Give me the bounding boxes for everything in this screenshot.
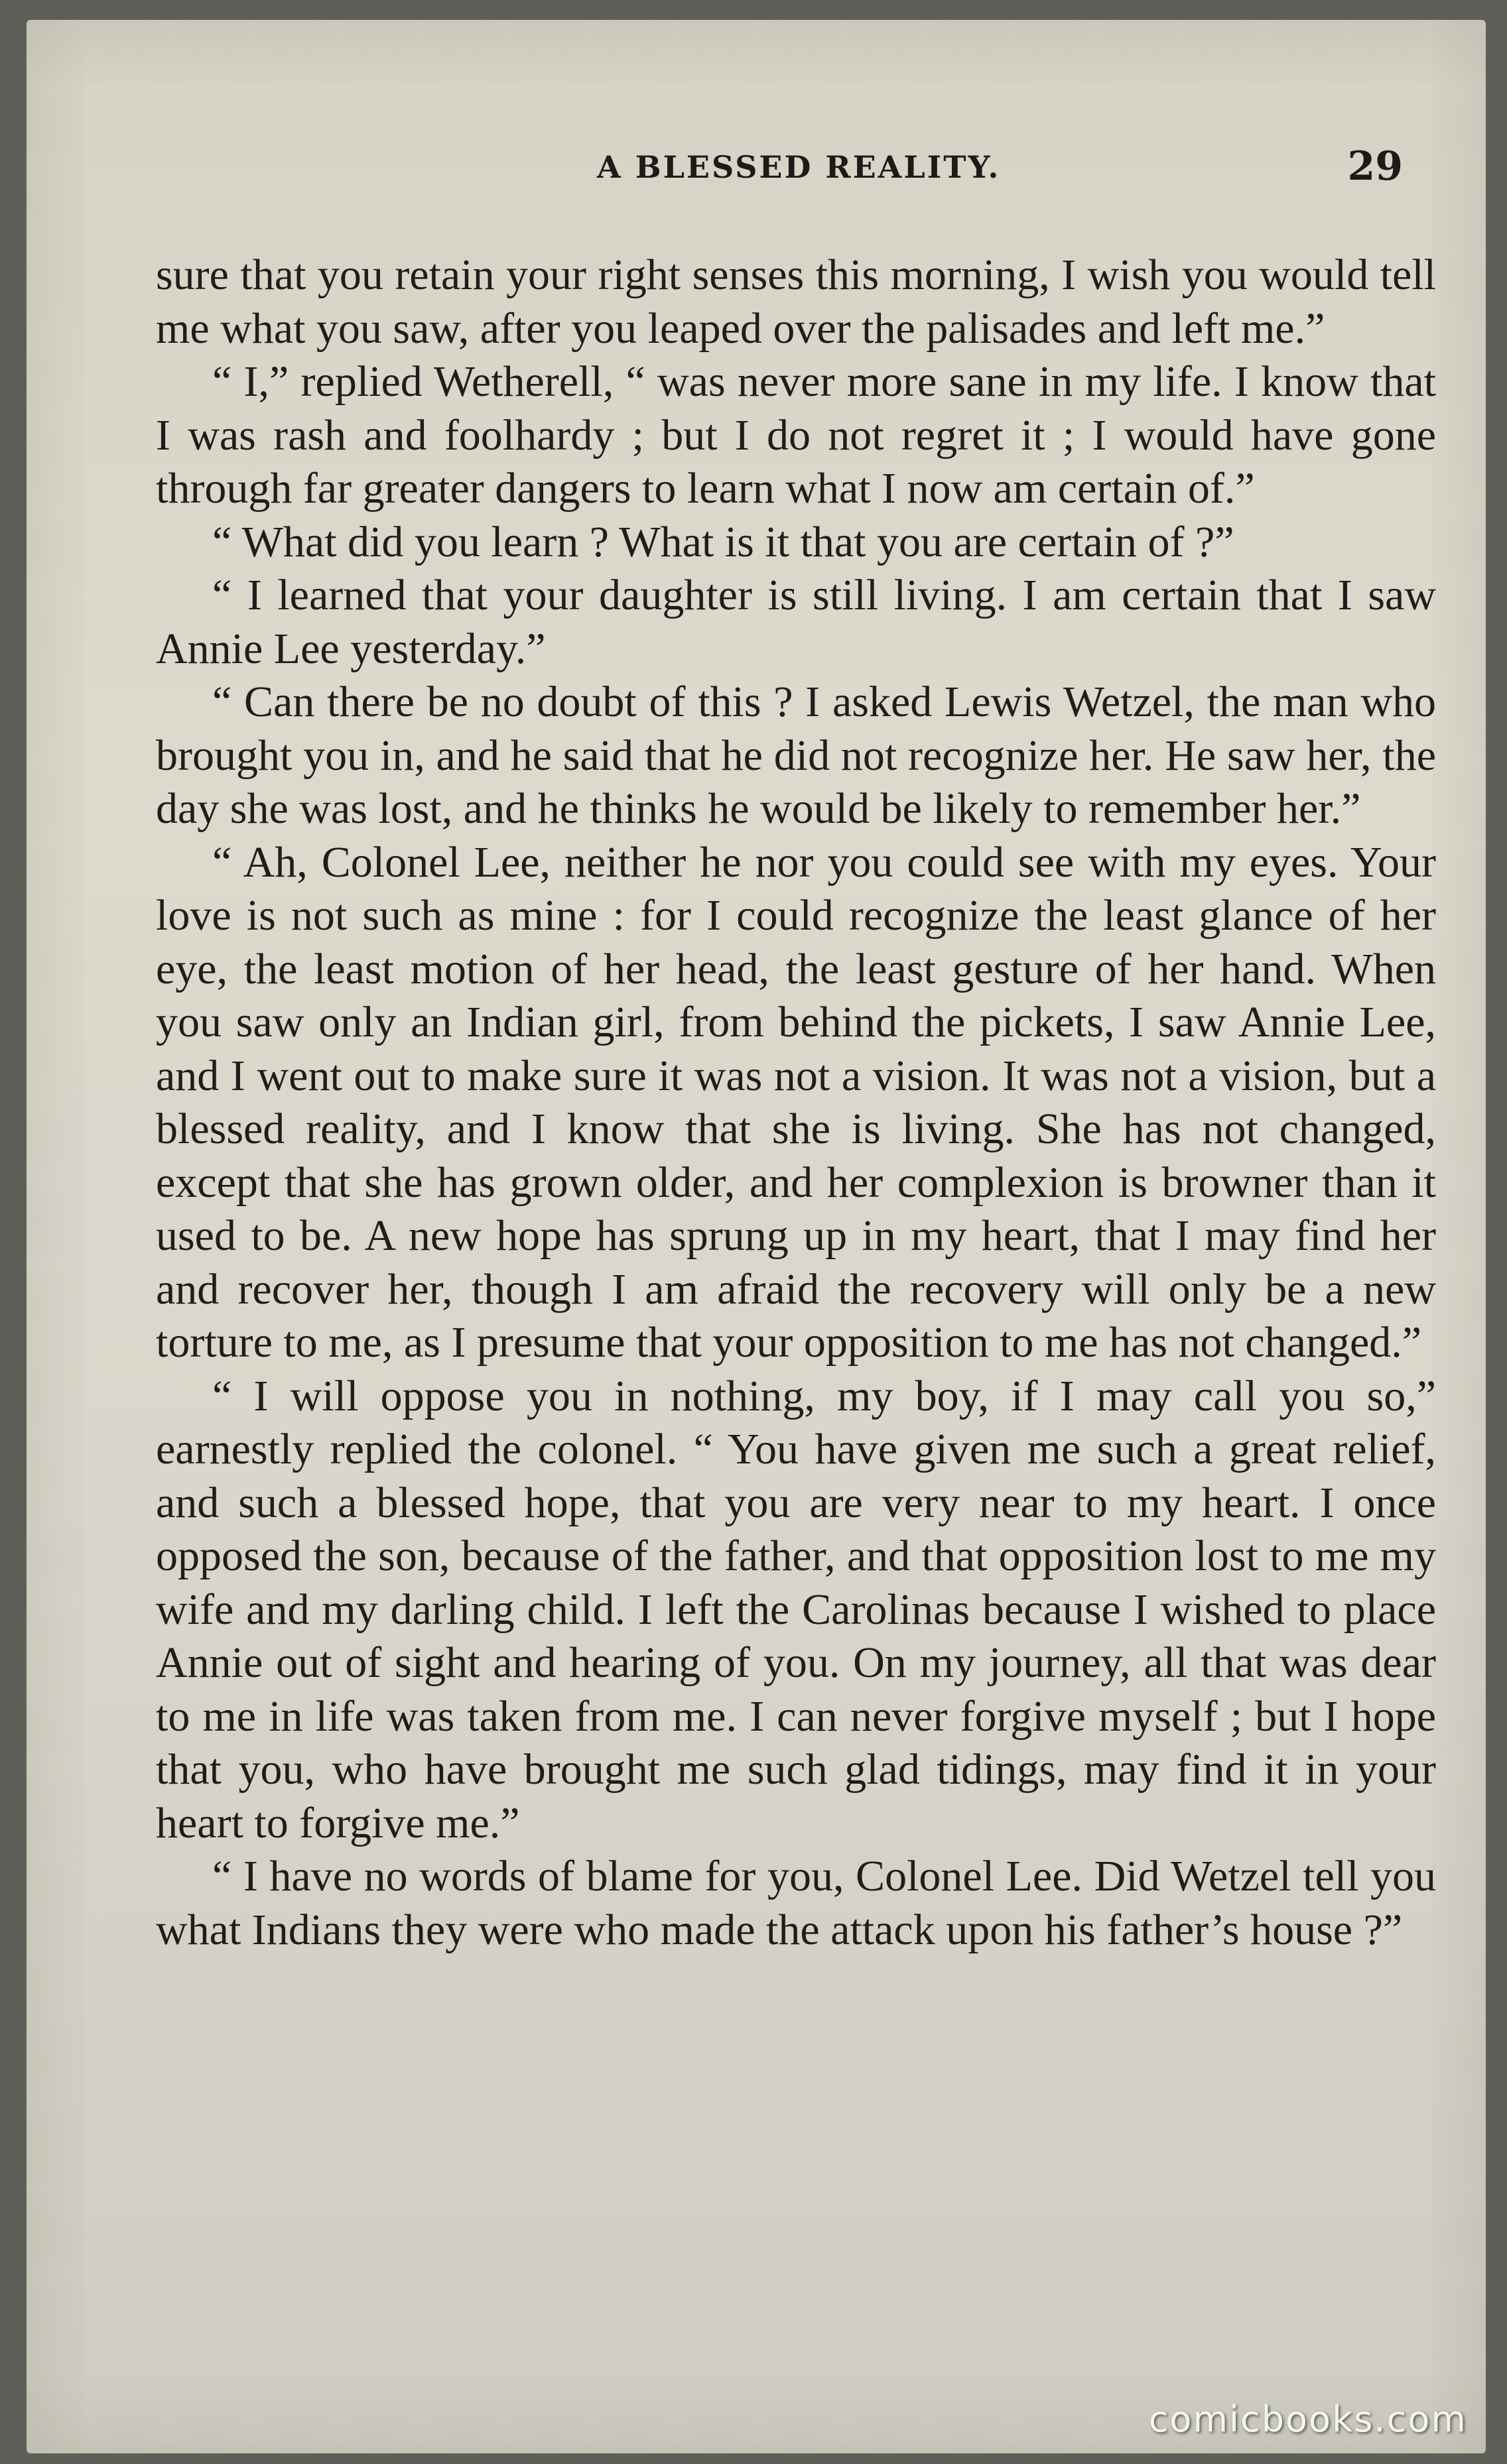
page-number: 29 xyxy=(1347,143,1403,190)
paragraph: “ I will oppose you in nothing, my boy, if I may call you so,” earnestly replied the colonel. “ You have given me such a great relief, and such a blessed hope, that you are very near to my heart. I once opposed the son, because of the father, and that opposition lost to me my wife and my darling child. I left the Carolinas because I wished to place Annie out of sight and hearing of you. On my journey, all that was dear to me in life was taken from me. I can never forgive myself ; but I hope that you, who have brought me such glad tidings, may find it in your heart to forgive me.” xyxy=(156,1371,1436,1847)
running-head: A BLESSED REALITY. xyxy=(597,149,1001,185)
watermark: comicbooks.com xyxy=(1148,2398,1467,2440)
paragraph: “ What did you learn ? What is it that you are certain of ?” xyxy=(212,517,1234,566)
paragraph: “ I have no words of blame for you, Colonel Lee. Did Wetzel tell you what Indians they were who made the attack upon his father’s house ?” xyxy=(156,1852,1436,1954)
paragraph: “ I,” replied Wetherell, “ was never more sane in my life. I know that I was rash and foolhardy ; but I do not regret it ; I would have gone through far greater dangers to learn what I now am certain of.” xyxy=(156,357,1436,513)
paragraph: “ Ah, Colonel Lee, neither he nor you could see with my eyes. Your love is not such as mine : for I could recognize the least glance of her eye, the least motion of her head, the least gesture of her hand. When you saw only an Indian girl, from behind the pickets, I saw Annie Lee, and I went out to make sure it was not a vision. It was not a vision, but a blessed reality, and I know that she is living. She has not changed, except that she has grown older, and her complexion is browner than it used to be. A new hope has sprung up in my heart, that I may find her and recover her, though I am afraid the recovery will only be a new torture to me, as I presume that your opposition to me has not changed.” xyxy=(156,837,1436,1367)
paragraph: “ I learned that your daughter is still living. I am certain that I saw Annie Lee yesterday.” xyxy=(156,571,1436,673)
book-page xyxy=(27,20,1486,2453)
body-text xyxy=(156,249,1436,1957)
paragraph: “ Can there be no doubt of this ? I asked Lewis Wetzel, the man who brought you in, and he said that he did not recognize her. He saw her, the day she was lost, and he thinks he would be likely to remember her.” xyxy=(156,678,1436,833)
paragraph: sure that you retain your right senses this morning, I wish you would tell me what you saw, after you leaped over the palisades and left me.” xyxy=(156,251,1436,353)
